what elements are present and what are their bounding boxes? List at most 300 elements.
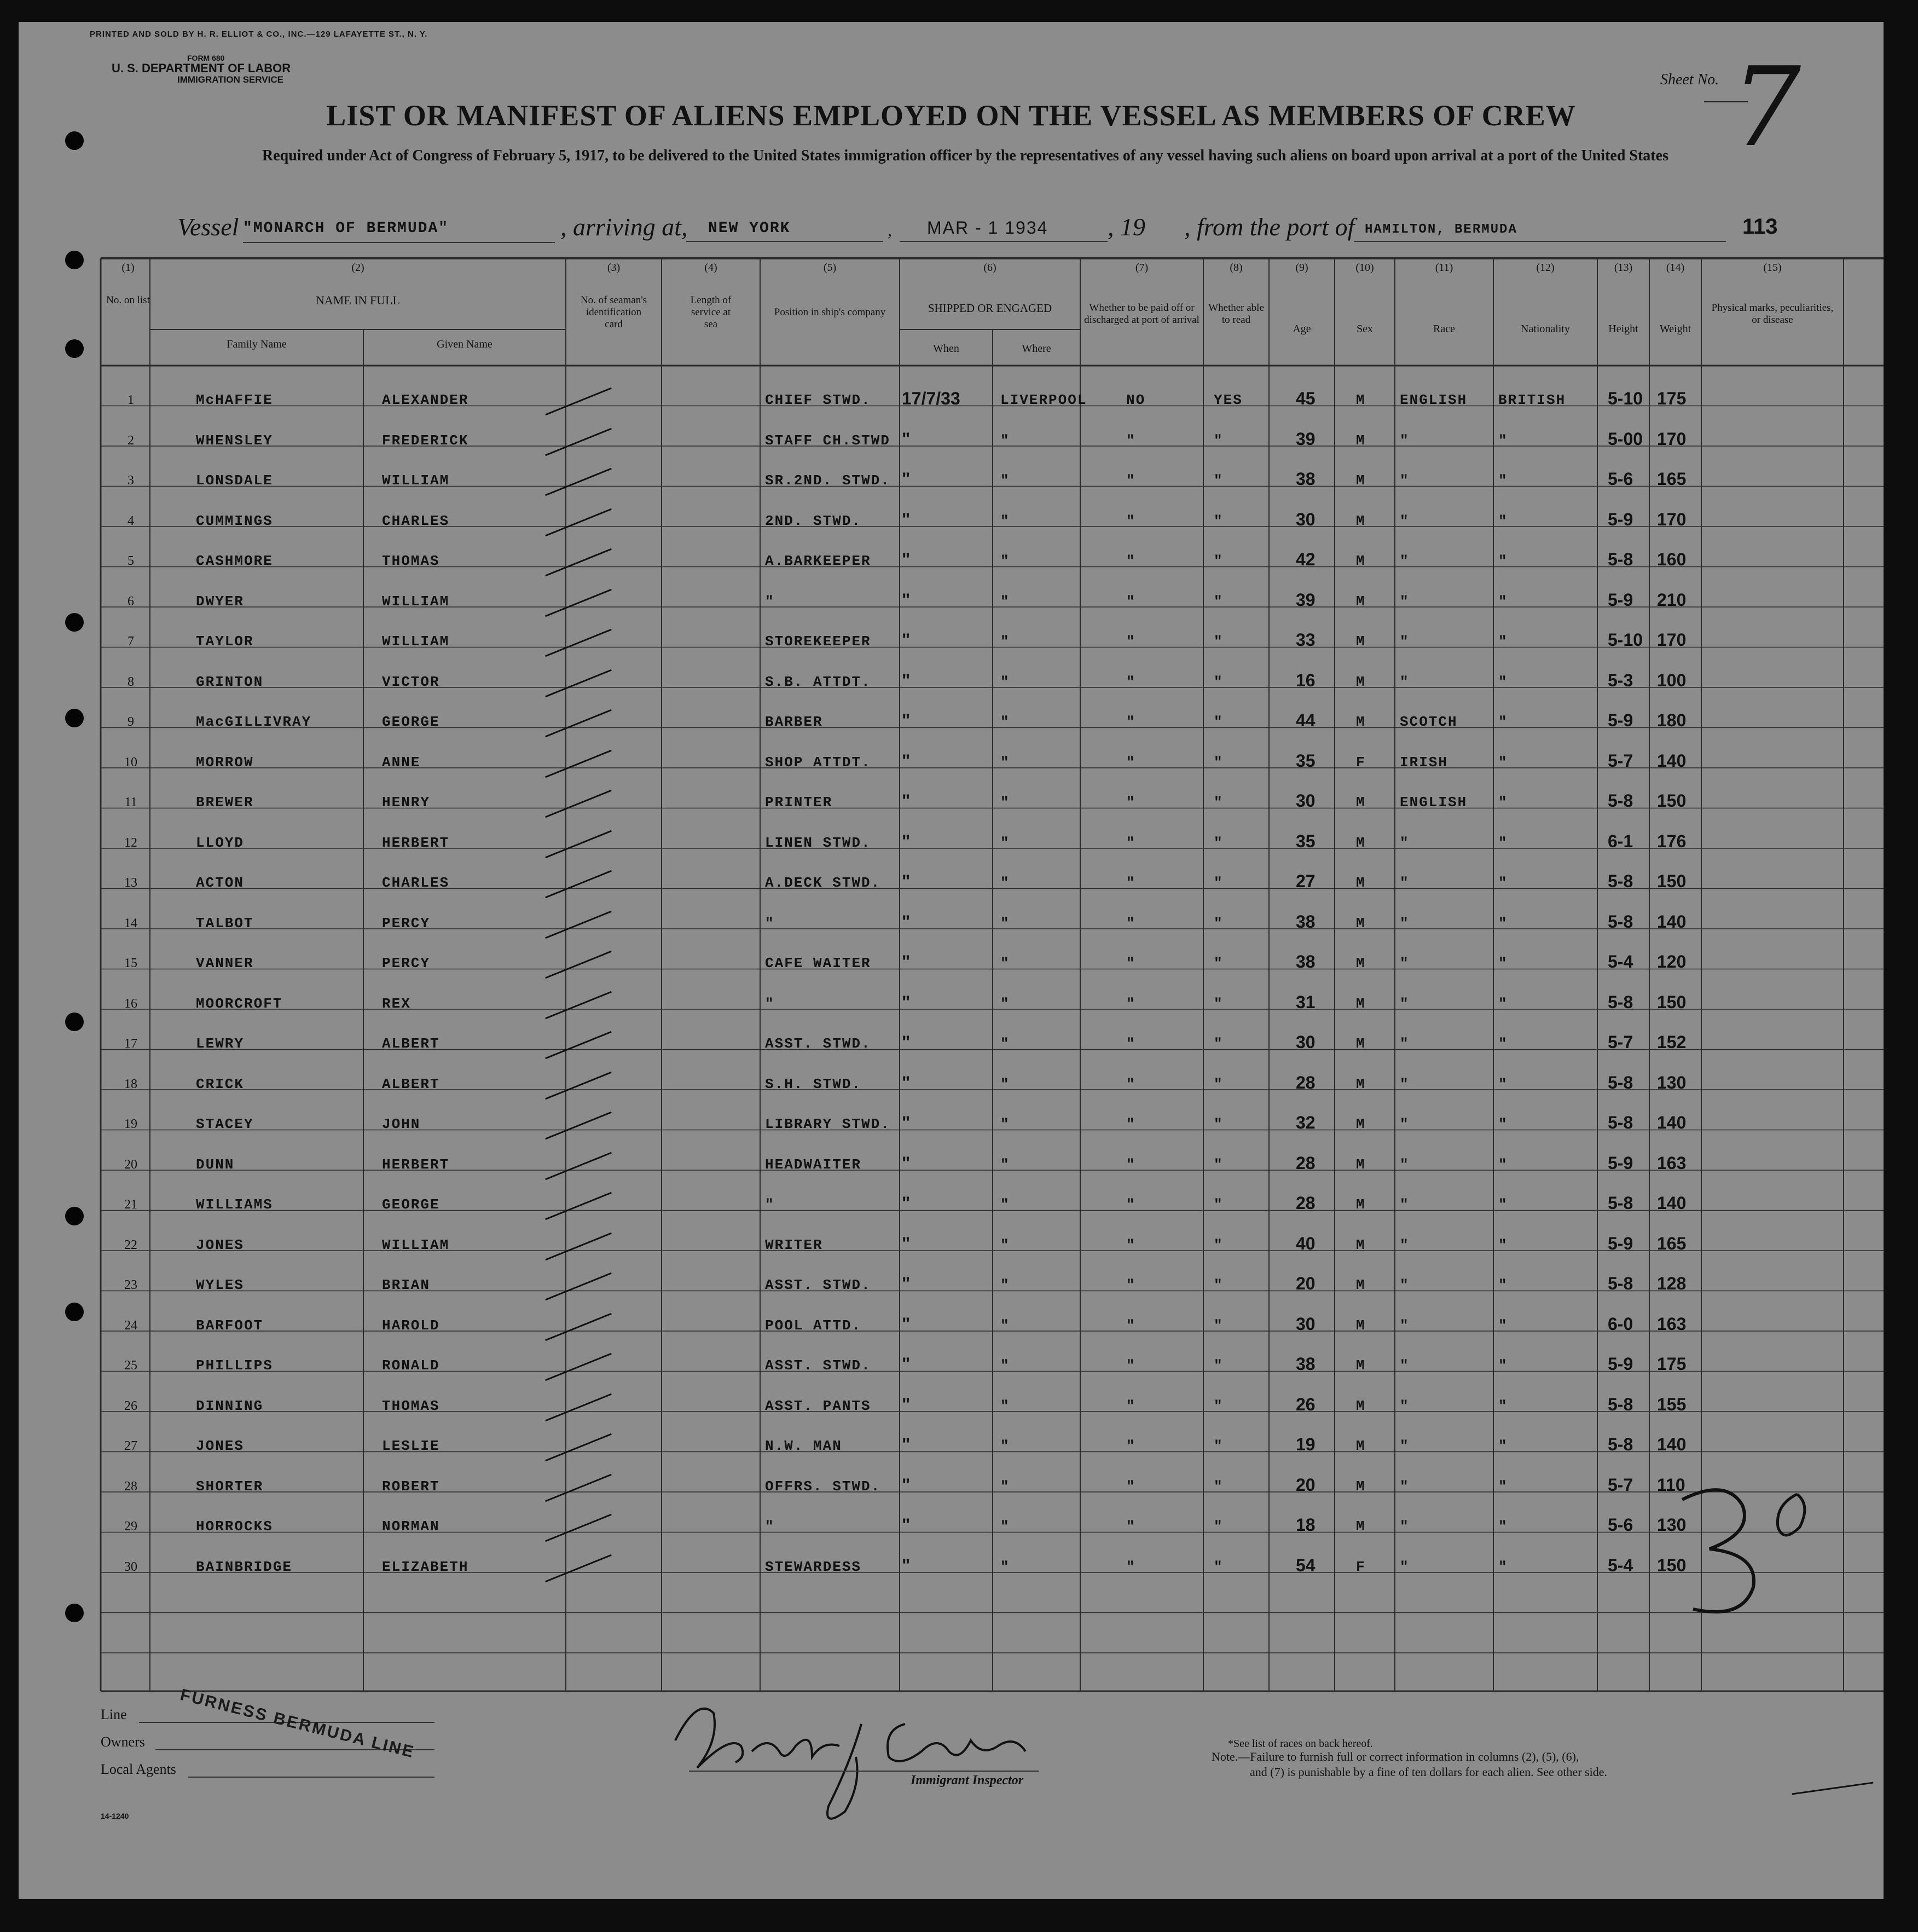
height: 5-7	[1608, 1032, 1633, 1052]
given-name: GEORGE	[382, 1196, 440, 1213]
height: 6-1	[1608, 831, 1633, 851]
race: "	[1400, 673, 1410, 690]
row-number: 29	[124, 1519, 137, 1534]
age: 45	[1296, 389, 1316, 408]
race: "	[1400, 1116, 1410, 1132]
family-name: JONES	[196, 1236, 245, 1253]
weight: 140	[1657, 750, 1687, 771]
able-to-read: "	[1214, 1438, 1224, 1454]
able-to-read: "	[1214, 472, 1224, 489]
family-name: MOORCROFT	[196, 995, 283, 1012]
weight: 155	[1657, 1394, 1687, 1414]
col-num: (14)	[1666, 262, 1685, 274]
row-number: 25	[124, 1358, 137, 1373]
able-to-read: "	[1214, 955, 1224, 971]
nationality: "	[1498, 472, 1508, 489]
col-num: (9)	[1295, 262, 1308, 274]
race: ENGLISH	[1400, 794, 1468, 811]
height: 5-8	[1608, 911, 1633, 932]
shipped-where: "	[1000, 1156, 1010, 1173]
able-to-read: YES	[1214, 392, 1243, 408]
age: 35	[1296, 750, 1316, 771]
family-name: MORROW	[196, 754, 254, 771]
sex: M	[1356, 834, 1366, 851]
col-header-when: When	[933, 343, 959, 355]
race: "	[1400, 593, 1410, 610]
row-number: 3	[128, 473, 134, 488]
family-name: LEWRY	[196, 1036, 245, 1052]
nationality: "	[1498, 834, 1508, 851]
shipped-when: "	[902, 1515, 911, 1535]
shipped-when: "	[902, 831, 911, 851]
shipped-when: "	[902, 509, 911, 529]
department: U. S. DEPARTMENT OF LABOR	[112, 61, 291, 75]
height: 5-8	[1608, 992, 1633, 1012]
position: STEWARDESS	[765, 1558, 862, 1575]
row-number: 4	[128, 513, 134, 528]
height: 5-4	[1608, 1555, 1633, 1575]
shipped-when: "	[902, 952, 911, 971]
row-number: 26	[124, 1398, 137, 1413]
weight: 160	[1657, 549, 1687, 569]
shipped-where: "	[1000, 1036, 1010, 1052]
family-name: SHORTER	[196, 1478, 264, 1495]
row-number: 23	[124, 1278, 137, 1292]
weight: 120	[1657, 952, 1687, 971]
given-name: VICTOR	[382, 673, 440, 690]
fine-note-line1: Note.—Failure to furnish full or correct information in columns (2), (5), (6),	[1212, 1750, 1579, 1763]
given-name: WILLIAM	[382, 593, 450, 610]
height: 5-7	[1608, 1474, 1633, 1495]
family-name: TAYLOR	[196, 633, 254, 650]
family-name: LONSDALE	[196, 472, 273, 489]
shipped-where: "	[1000, 834, 1010, 851]
sex: M	[1356, 633, 1366, 650]
paid-off: "	[1126, 633, 1136, 650]
able-to-read: "	[1214, 1236, 1224, 1253]
able-to-read: "	[1214, 593, 1224, 610]
family-name: MacGILLIVRAY	[196, 714, 312, 730]
height: 6-0	[1608, 1314, 1633, 1334]
nationality: "	[1498, 754, 1508, 771]
age: 32	[1296, 1113, 1316, 1132]
height: 5-9	[1608, 1153, 1633, 1173]
race: "	[1400, 1075, 1410, 1092]
age: 40	[1296, 1233, 1316, 1253]
shipped-when: "	[902, 1555, 911, 1575]
row-number: 7	[128, 634, 134, 649]
race: "	[1400, 432, 1410, 449]
race: "	[1400, 1478, 1410, 1495]
family-name: HORROCKS	[196, 1518, 273, 1535]
paid-off: "	[1126, 794, 1136, 811]
col-num: (6)	[983, 262, 996, 274]
row-number: 9	[128, 715, 134, 729]
shipped-when: 17/7/33	[902, 389, 960, 408]
col-header-family: Family Name	[227, 338, 287, 350]
given-name: HERBERT	[382, 1156, 450, 1173]
paid-off: NO	[1126, 392, 1146, 408]
col-num: (5)	[823, 262, 837, 274]
height: 5-8	[1608, 1193, 1633, 1213]
age: 20	[1296, 1474, 1316, 1495]
given-name: LESLIE	[382, 1438, 440, 1454]
weight: 140	[1657, 1193, 1687, 1213]
given-name: THOMAS	[382, 1397, 440, 1414]
from-label: , from the port of	[1184, 213, 1355, 241]
able-to-read: "	[1214, 1277, 1224, 1293]
row-number: 17	[124, 1037, 137, 1051]
shipped-when: "	[902, 1072, 911, 1092]
given-name: NORMAN	[382, 1518, 440, 1535]
col-num: (3)	[607, 262, 621, 274]
race: "	[1400, 875, 1410, 891]
race: "	[1400, 512, 1410, 529]
paid-off: "	[1126, 1518, 1136, 1535]
able-to-read: "	[1214, 1317, 1224, 1334]
able-to-read: "	[1214, 1156, 1224, 1173]
col-header-position: Position in ship's company	[774, 306, 886, 318]
printer-credit: PRINTED AND SOLD BY H. R. ELLIOT & CO., INC.—129 LAFAYETTE ST., N. Y.	[90, 30, 428, 39]
given-name: CHARLES	[382, 512, 450, 529]
family-name: WHENSLEY	[196, 432, 273, 449]
sex: M	[1356, 472, 1366, 489]
given-name: CHARLES	[382, 875, 450, 891]
manifest-sheet	[19, 22, 1884, 1899]
age: 30	[1296, 791, 1316, 811]
age: 38	[1296, 911, 1316, 932]
able-to-read: "	[1214, 1116, 1224, 1132]
nationality: "	[1498, 432, 1508, 449]
agents-underline	[188, 1777, 434, 1778]
row-number: 27	[124, 1439, 137, 1453]
nationality: "	[1498, 1478, 1508, 1495]
position: SR.2ND. STWD.	[765, 472, 890, 489]
age: 38	[1296, 1354, 1316, 1374]
position: 2ND. STWD.	[765, 512, 862, 529]
position: A.BARKEEPER	[765, 553, 871, 569]
able-to-read: "	[1214, 1478, 1224, 1495]
race: "	[1400, 915, 1410, 932]
given-name: ROBERT	[382, 1478, 440, 1495]
row-number: 15	[124, 956, 137, 970]
height: 5-3	[1608, 670, 1633, 690]
sex: M	[1356, 1236, 1366, 1253]
sex: M	[1356, 553, 1366, 569]
position: "	[765, 593, 775, 610]
col-num: (12)	[1536, 262, 1555, 274]
nationality: "	[1498, 673, 1508, 690]
handwritten-total	[1660, 1472, 1846, 1636]
shipped-where: "	[1000, 1438, 1010, 1454]
shipped-where: "	[1000, 593, 1010, 610]
from-port: HAMILTON, BERMUDA	[1354, 222, 1660, 242]
age: 28	[1296, 1072, 1316, 1092]
shipped-where: "	[1000, 1196, 1010, 1213]
height: 5-8	[1608, 1072, 1633, 1092]
paid-off: "	[1126, 1558, 1136, 1575]
shipped-when: "	[902, 469, 911, 489]
able-to-read: "	[1214, 1397, 1224, 1414]
weight: 150	[1657, 992, 1687, 1012]
position: ASST. STWD.	[765, 1357, 871, 1374]
shipped-when: "	[902, 911, 911, 932]
col-num: (13)	[1614, 262, 1633, 274]
shipped-where: "	[1000, 673, 1010, 690]
weight: 170	[1657, 630, 1687, 650]
col-header-name: NAME IN FULL	[316, 293, 400, 307]
weight: 140	[1657, 911, 1687, 932]
age: 28	[1296, 1153, 1316, 1173]
able-to-read: "	[1214, 1036, 1224, 1052]
height: 5-8	[1608, 871, 1633, 891]
sheet-number: 7	[1731, 44, 1801, 171]
shipped-when: "	[902, 992, 911, 1012]
row-number: 28	[124, 1479, 137, 1494]
paid-off: "	[1126, 512, 1136, 529]
col-header-card: No. of seaman's identification card	[580, 294, 647, 330]
position: A.DECK STWD.	[765, 875, 881, 891]
height: 5-8	[1608, 791, 1633, 811]
able-to-read: "	[1214, 1357, 1224, 1374]
height: 5-4	[1608, 952, 1633, 971]
paid-off: "	[1126, 1156, 1136, 1173]
shipped-where: "	[1000, 512, 1010, 529]
nationality: "	[1498, 1558, 1508, 1575]
races-note: *See list of races on back hereof.	[1228, 1738, 1373, 1750]
weight: 170	[1657, 509, 1687, 529]
position: POOL ATTD.	[765, 1317, 862, 1334]
age: 30	[1296, 1314, 1316, 1334]
weight: 140	[1657, 1113, 1687, 1132]
col-header-nationality: Nationality	[1521, 323, 1570, 335]
position: "	[765, 915, 775, 932]
able-to-read: "	[1214, 915, 1224, 932]
sex: M	[1356, 1116, 1366, 1132]
row-number: 11	[124, 795, 137, 809]
shipped-where: LIVERPOOL	[1000, 392, 1087, 408]
shipped-where: "	[1000, 1357, 1010, 1374]
nationality: "	[1498, 1317, 1508, 1334]
position: BARBER	[765, 714, 823, 730]
able-to-read: "	[1214, 714, 1224, 730]
family-name: BAINBRIDGE	[196, 1558, 293, 1575]
position: OFFRS. STWD.	[765, 1478, 881, 1495]
sex: M	[1356, 915, 1366, 932]
given-name: FREDERICK	[382, 432, 469, 449]
race: "	[1400, 955, 1410, 971]
paid-off: "	[1126, 553, 1136, 569]
able-to-read: "	[1214, 432, 1224, 449]
row-number: 22	[124, 1237, 137, 1252]
paid-off: "	[1126, 714, 1136, 730]
given-name: WILLIAM	[382, 472, 450, 489]
agents-label: Local Agents	[101, 1761, 176, 1777]
weight: 163	[1657, 1153, 1687, 1173]
sex: F	[1356, 1558, 1366, 1575]
col-num: (11)	[1435, 262, 1453, 274]
family-name: DINNING	[196, 1397, 264, 1414]
able-to-read: "	[1214, 754, 1224, 771]
age: 38	[1296, 469, 1316, 489]
weight: 130	[1657, 1072, 1687, 1092]
shipped-where: "	[1000, 875, 1010, 891]
col-header-paid: Whether to be paid off or discharged at port of arrival	[1084, 302, 1200, 326]
nationality: "	[1498, 593, 1508, 610]
shipped-when: "	[902, 1274, 911, 1293]
sex: F	[1356, 754, 1366, 771]
position: CAFE WAITER	[765, 955, 871, 971]
col-header-race: Race	[1433, 323, 1455, 335]
position: ASST. STWD.	[765, 1277, 871, 1293]
shipped-where: "	[1000, 472, 1010, 489]
sex: M	[1356, 1156, 1366, 1173]
col-header-sex: Sex	[1357, 323, 1373, 335]
height: 5-6	[1608, 469, 1633, 489]
nationality: "	[1498, 633, 1508, 650]
col-header-weight: Weight	[1659, 323, 1691, 335]
shipped-when: "	[902, 1394, 911, 1414]
row-number: 6	[128, 594, 134, 609]
comma: ,	[888, 220, 892, 240]
total-mark: 30	[1846, 1636, 1847, 1637]
height: 5-8	[1608, 1394, 1633, 1414]
nationality: "	[1498, 1397, 1508, 1414]
shipped-where: "	[1000, 1236, 1010, 1253]
able-to-read: "	[1214, 834, 1224, 851]
paid-off: "	[1126, 915, 1136, 932]
height: 5-6	[1608, 1515, 1633, 1535]
arriving-port: NEW YORK	[686, 220, 883, 242]
age: 31	[1296, 992, 1316, 1012]
age: 30	[1296, 1032, 1316, 1052]
age: 16	[1296, 670, 1316, 690]
given-name: RONALD	[382, 1357, 440, 1374]
weight: 150	[1657, 791, 1687, 811]
able-to-read: "	[1214, 995, 1224, 1012]
given-name: WILLIAM	[382, 1236, 450, 1253]
paid-off: "	[1126, 673, 1136, 690]
age: 42	[1296, 549, 1316, 569]
paid-off: "	[1126, 834, 1136, 851]
family-name: DWYER	[196, 593, 245, 610]
col-num: (15)	[1763, 262, 1782, 274]
position: S.H. STWD.	[765, 1075, 862, 1092]
sex: M	[1356, 1196, 1366, 1213]
col-header-shipped: SHIPPED OR ENGAGED	[928, 302, 1052, 315]
shipped-when: "	[902, 549, 911, 569]
age: 20	[1296, 1274, 1316, 1293]
page-title: LIST OR MANIFEST OF ALIENS EMPLOYED ON THE VESSEL AS MEMBERS OF CREW	[326, 99, 1576, 132]
nationality: BRITISH	[1498, 392, 1566, 408]
weight: 165	[1657, 469, 1687, 489]
paid-off: "	[1126, 432, 1136, 449]
height: 5-9	[1608, 1233, 1633, 1253]
able-to-read: "	[1214, 673, 1224, 690]
fine-note-line2: and (7) is punishable by a fine of ten dollars for each alien. See other side.	[1250, 1765, 1608, 1779]
shipped-when: "	[902, 750, 911, 771]
race: "	[1400, 1196, 1410, 1213]
shipped-when: "	[902, 710, 911, 730]
age: 30	[1296, 509, 1316, 529]
shipped-when: "	[902, 871, 911, 891]
race: "	[1400, 1357, 1410, 1374]
vessel-label: Vessel	[177, 213, 239, 241]
race: "	[1400, 633, 1410, 650]
col-header-read: Whether able to read	[1208, 302, 1264, 326]
sex: M	[1356, 392, 1366, 408]
paid-off: "	[1126, 1438, 1136, 1454]
paid-off: "	[1126, 1277, 1136, 1293]
age: 38	[1296, 952, 1316, 971]
paid-off: "	[1126, 472, 1136, 489]
shipped-when: "	[902, 630, 911, 650]
age: 26	[1296, 1394, 1316, 1414]
race: "	[1400, 1518, 1410, 1535]
nationality: "	[1498, 1075, 1508, 1092]
nationality: "	[1498, 794, 1508, 811]
given-name: ALEXANDER	[382, 392, 469, 408]
col-num: (8)	[1230, 262, 1243, 274]
race: "	[1400, 1438, 1410, 1454]
age: 39	[1296, 429, 1316, 449]
sex: M	[1356, 1036, 1366, 1052]
inspector-underline	[689, 1771, 1039, 1772]
given-name: HAROLD	[382, 1317, 440, 1334]
height: 5-10	[1608, 630, 1643, 650]
year-label: , 19	[1108, 213, 1145, 241]
able-to-read: "	[1214, 794, 1224, 811]
position: LINEN STWD.	[765, 834, 871, 851]
height: 5-00	[1608, 429, 1643, 449]
given-name: PERCY	[382, 955, 431, 971]
race: IRISH	[1400, 754, 1448, 771]
shipped-when: "	[902, 1233, 911, 1253]
race: "	[1400, 553, 1410, 569]
position: PRINTER	[765, 794, 833, 811]
weight: 128	[1657, 1274, 1687, 1293]
sex: M	[1356, 1397, 1366, 1414]
position: WRITER	[765, 1236, 823, 1253]
family-name: ACTON	[196, 875, 245, 891]
shipped-when: "	[902, 1314, 911, 1334]
shipped-when: "	[902, 1193, 911, 1213]
paid-off: "	[1126, 754, 1136, 771]
nationality: "	[1498, 1156, 1508, 1173]
line-label: Line	[101, 1707, 127, 1722]
weight: 175	[1657, 1354, 1687, 1374]
paid-off: "	[1126, 955, 1136, 971]
shipped-where: "	[1000, 1558, 1010, 1575]
row-number: 19	[124, 1117, 137, 1131]
race: "	[1400, 472, 1410, 489]
height: 5-9	[1608, 509, 1633, 529]
paid-off: "	[1126, 1116, 1136, 1132]
paid-off: "	[1126, 1075, 1136, 1092]
height: 5-8	[1608, 1274, 1633, 1293]
nationality: "	[1498, 875, 1508, 891]
arrival-date: MAR - 1 1934	[900, 218, 1108, 242]
given-name: HERBERT	[382, 834, 450, 851]
race: "	[1400, 1558, 1410, 1575]
shipped-where: "	[1000, 1478, 1010, 1495]
given-name: JOHN	[382, 1116, 421, 1132]
height: 5-8	[1608, 1434, 1633, 1454]
given-name: WILLIAM	[382, 633, 450, 650]
given-name: REX	[382, 995, 411, 1012]
row-number: 24	[124, 1318, 137, 1333]
paid-off: "	[1126, 995, 1136, 1012]
